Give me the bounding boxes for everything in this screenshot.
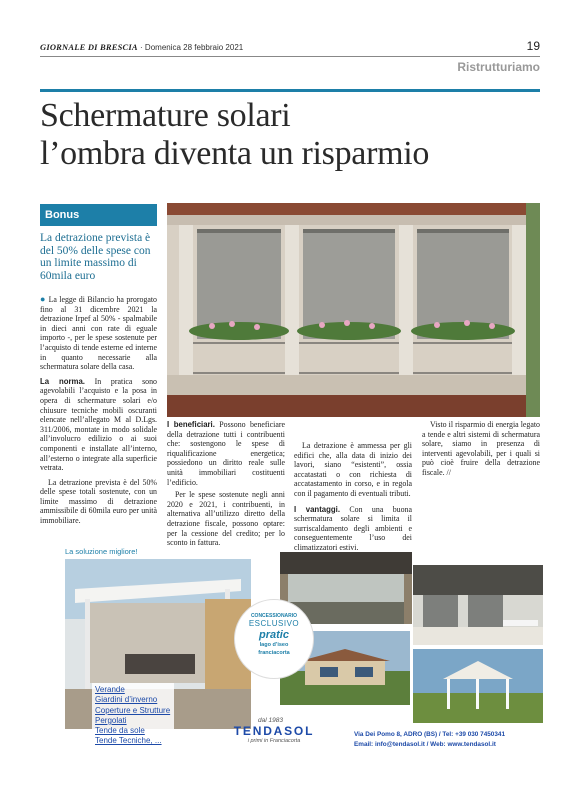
ad-product-list (92, 683, 174, 747)
bullet-dot-icon: ● (40, 294, 49, 304)
paragraph-norma: La norma. In pratica sono agevolabili l’acquisto e la posa in opera di schermature solari e/o chiusure tecniche mobili oscuranti elencate nell’allegato M al D.Lgs. 311/2006, montate in modo solidale all’involucro edilizio o ai suoi componenti e installate all’interno, all’esterno o integrate alla superficie vetrata. (40, 376, 157, 473)
pratic-logo: pratic (259, 629, 289, 641)
badge-area-1: lago d’iseo (259, 642, 289, 648)
issue-date: Domenica 28 febbraio 2021 (144, 43, 244, 52)
ad-email-web[interactable]: Email: info@tendasol.it / Web: www.tendasol.it (354, 740, 496, 748)
ad-terrace-image (413, 565, 543, 645)
facade-awnings-image (167, 203, 540, 417)
section-rule (40, 89, 540, 92)
article-column-2 (167, 420, 285, 551)
logo-text: TENDASOL (233, 724, 315, 738)
tendasol-logo (228, 724, 320, 744)
since-text: dal 1983 (258, 717, 283, 724)
paragraph-ammessa: La detrazione è ammessa per gli edifici che, alla data di inizio dei lavori, siano “esistenti”, ossia accatastati o con richiesta di accatastamento in corso, e in regola con il pagamento di eventuali tributi. (294, 441, 412, 498)
badge-line-2: ESCLUSIVO (248, 619, 300, 628)
masthead (40, 39, 540, 56)
newspaper-name: GIORNALE DI BRESCIA (40, 42, 138, 52)
ad-item-verande[interactable]: Verande (95, 685, 125, 694)
article-photo (167, 203, 540, 417)
page-number: 19 (526, 39, 540, 53)
section-title: Ristrutturiamo (457, 60, 540, 74)
paragraph-beneficiari: I beneficiari. Possono beneficiare della detrazione tutti i contribuenti che: sostengono le spese di riqualificazione energetica; possiedono un diritto reale sulle unità immobiliari costituenti l’edificio. (167, 420, 285, 487)
masthead-rule (40, 56, 540, 57)
paragraph-limit: La detrazione prevista è del 50% delle spese totali sostenute, con un limite massimo di detrazione ammissibile di 60mila euro per unità immobiliare. (40, 477, 157, 526)
headline-line-1: Schermature solari (40, 97, 291, 134)
article-column-4 (422, 420, 540, 481)
ad-item-giardini[interactable]: Giardini d’inverno (95, 695, 158, 705)
ad-gazebo-image (413, 649, 543, 723)
advertisement (40, 547, 540, 767)
ad-item-tende-sole[interactable]: Tende da sole (95, 726, 145, 736)
paragraph-intro: ● La legge di Bilancio ha prorogato fino al 31 dicembre 2021 la detrazione Irpef al 50% - spalmabile in dieci anni con rate di eguale importo -, per le spese sostenute per l’acquisto di tende esterne ed interne in quanto necessarie alla schermatura solare della casa. (40, 294, 157, 372)
ad-item-pergolati[interactable]: Pergolati (95, 715, 127, 725)
badge-area-2: franciacorta (258, 649, 290, 656)
headline (40, 97, 540, 173)
ad-address: Via Dei Pomo 8, ADRO (BS) / Tel: +39 030 7450341 (354, 731, 506, 738)
article-column-1 (40, 295, 157, 531)
ad-item-tende-tecniche[interactable]: Tende Tecniche, ... (95, 736, 162, 746)
article-column-3 (294, 419, 412, 556)
bonus-label: Bonus (40, 204, 157, 226)
paragraph-spese: Per le spese sostenute negli anni 2020 e 2021, i contribuenti, in alternativa all’utilizzo diretto della detrazione fiscale, possono optare: per la cessione del credito; per lo sconto in fattura. (167, 490, 285, 548)
paragraph-closing: Visto il risparmio di energia legato a tende e altri sistemi di schermatura solare, siamo in presenza di interventi agevolabili, per i quali si può cioè fruire della detrazione fiscale. // (422, 420, 540, 477)
logo-tagline: i primi in Franciacorta (247, 738, 301, 744)
badge-line-1: CONCESSIONARIO (250, 613, 298, 619)
separator: · (137, 43, 145, 52)
dealer-badge (234, 599, 314, 679)
ad-title: La soluzione migliore! (65, 547, 138, 556)
headline-line-2: l’ombra diventa un risparmio (40, 135, 430, 172)
paragraph-vantaggi: I vantaggi. Con una buona schermatura solare si limita il surriscaldamento degli ambienti e conseguentemente l’uso dei climatizzatori estivi. (294, 504, 412, 552)
ad-contact (354, 730, 505, 749)
subheadline: La detrazione prevista è del 50% delle spese con un limite massimo di 60mila euro (40, 232, 151, 282)
ad-item-coperture[interactable]: Coperture e Strutture (95, 705, 171, 715)
